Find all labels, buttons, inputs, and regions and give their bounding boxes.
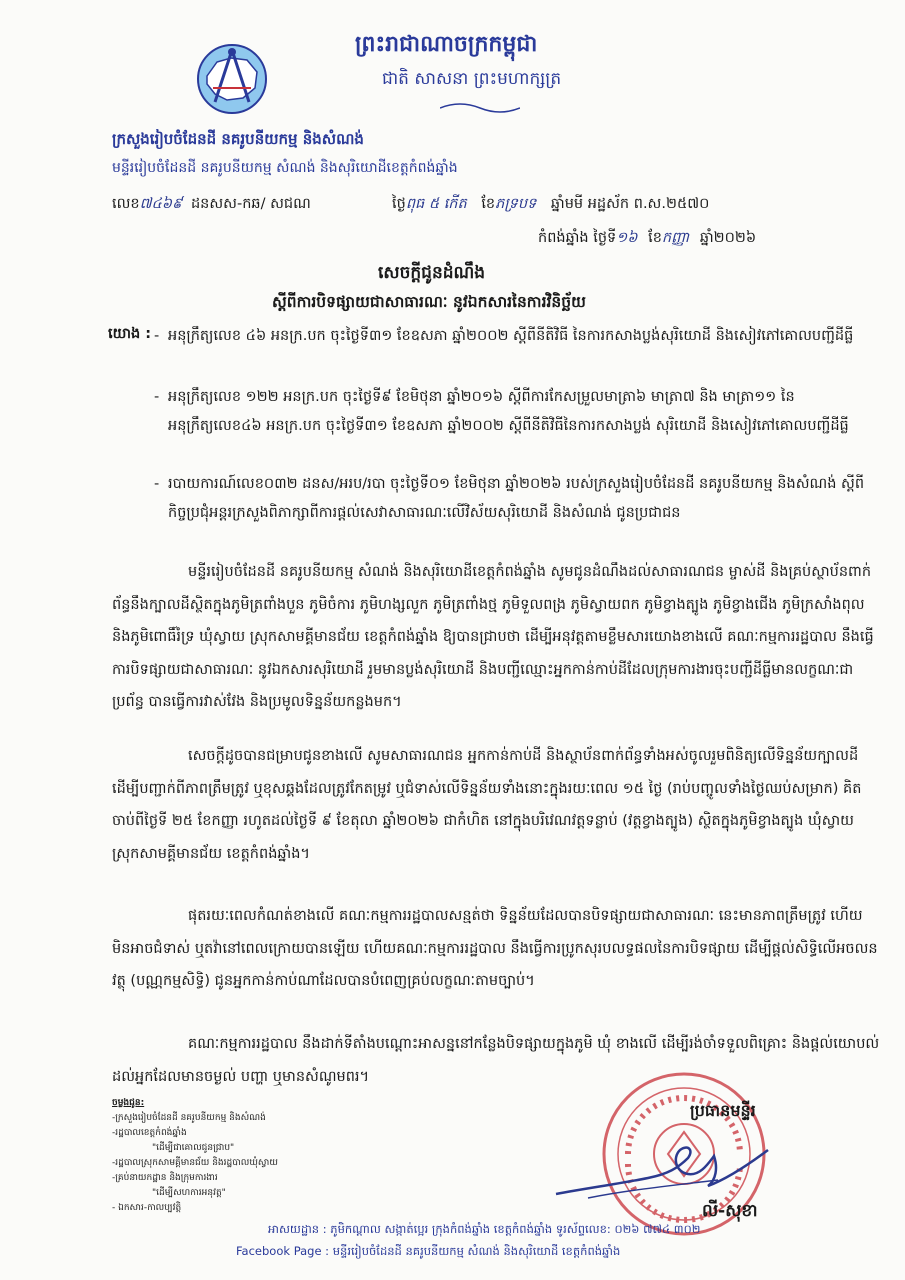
footer-facebook: Facebook Page : មន្ទីររៀបចំដែនដី នគរូបនីយកម្ម សំណង់ និងសុរិយោដី ខេត្តកំពង់ឆ្នាំង bbox=[236, 1244, 621, 1258]
date-month: កញ្ញា bbox=[661, 230, 690, 246]
paragraph-3: ផុតរយៈពេលកំណត់ខាងលើ គណៈកម្មការរដ្ឋបាលសន្មត់ថា ទិន្នន័យដែលបានបិទផ្សាយជាសាធារណៈ នេះមានភាពត្រឹមត្រូវ ហើយមិនអាចជំទាស់ ឬតវ៉ានៅពេលក្រោយបានឡើយ ហើយគណៈកម្មការរដ្ឋបាល នឹងធ្វើការប្រូកសុរបលទ្ធផលនៃការបិទផ្សាយ ដើម្បីផ្តល់សិទ្ធិលើអចលនវត្ថុ (បណ្ណកម្មសិទ្ធិ) ជូនអ្នកកាន់កាប់ណាដែលបានបំពេញគ្រប់លក្ខណៈតាមច្បាប់។ bbox=[112, 908, 878, 989]
reference-number: ៧៤៦៩ bbox=[139, 196, 183, 212]
document-subject: ស្តីពីការបិទផ្សាយជាសាធារណៈ នូវឯកសារនៃការវិនិច្ឆ័យ bbox=[272, 293, 586, 311]
basis-item-1: - អនុក្រឹត្យលេខ ៤៦ អនក្រ.បក ចុះថ្ងៃទី៣១ ខែឧសភា ឆ្នាំ២០០២ ស្តីពីនីតិវិធី នៃការកសាងប្លង់សុរិយោដី និងសៀវភៅគោលបញ្ជីដីធ្លី bbox=[154, 328, 854, 344]
lunar-year: ឆ្នាំមមី អដ្ឋស័ក ព.ស.២៥៧០ bbox=[550, 196, 710, 212]
paragraph-4: គណៈកម្មការរដ្ឋបាល នឹងដាក់ទីតាំងបណ្ដោះអាសន្ននៅកន្លែងបិទផ្សាយក្នុងភូមិ ឃុំ ខាងលើ ដើម្បីរង់ចាំទទួលពិគ្រោះ និងផ្តល់យោបល់ដល់អ្នកដែលមានចម្ងល់ បញ្ហា ឬមានសំណូមពរ។ bbox=[112, 1036, 880, 1085]
cc-item: "ដើម្បីជាគោលជូនជ្រាប" bbox=[152, 1143, 235, 1153]
ministry-name: ក្រសួងរៀបចំដែនដី នគរូបនីយកម្ម និងសំណង់ bbox=[112, 130, 364, 148]
cc-item: "ដើម្បីសហការអនុវត្ត" bbox=[152, 1188, 226, 1198]
cc-item: - ឯកសារ-កាលប្បវត្តិ bbox=[112, 1203, 182, 1213]
signature-title: ប្រធានមន្ទីរ bbox=[690, 1101, 756, 1120]
basis-item-2: - អនុក្រឹត្យលេខ ១២២ អនក្រ.បក ចុះថ្ងៃទី៩ ខែមិថុនា ឆ្នាំ២០១៦ ស្តីពីការកែសម្រួលមាត្រា៦ មាត្រា៧ និង មាត្រា១១ នៃអនុក្រឹត្យលេខ៤៦ អនក្រ.បក ចុះថ្ងៃទី៣១ ខែឧសភា ឆ្នាំ២០០២ ស្តីពីនីតិវិធីនៃការកសាងប្លង់ សុរិយោដី និងសៀវភៅគោលបញ្ជីដីធ្លី bbox=[154, 389, 849, 434]
handwritten-signature bbox=[548, 1128, 778, 1208]
date-year: ឆ្នាំ២០២៦ bbox=[699, 230, 757, 246]
date-month-prefix: ខែ bbox=[648, 230, 662, 246]
date-day: ១៦ bbox=[616, 230, 638, 246]
department-name: មន្ទីររៀបចំដែនដី នគរូបនីយកម្ម សំណង់ និងសុរិយោដីខេត្តកំពង់ឆ្នាំង bbox=[112, 160, 458, 176]
signatory-name: លី-សុខា bbox=[702, 1201, 758, 1221]
footer-address: អាសយដ្ឋាន : ភូមិកណ្តាល សង្កាត់ប្អេរ ក្រុងកំពង់ឆ្នាំង ខេត្តកំពង់ឆ្នាំង ទូរស័ព្ទលេខ: ០២៦ ៧៧៤ ៣០២ bbox=[268, 1222, 701, 1236]
reference-line bbox=[112, 188, 311, 220]
date-prefix: កំពង់ឆ្នាំង ថ្ងៃទី bbox=[538, 230, 617, 246]
lunar-date bbox=[392, 188, 709, 220]
lunar-prefix: ថ្ងៃ bbox=[392, 196, 406, 212]
basis-item-3: - របាយការណ៍លេខ០៣២ ដនស/អរប/របា ចុះថ្ងៃទី០១ ខែមិថុនា ឆ្នាំ២០២៦ របស់ក្រសួងរៀបចំដែនដី នគរូបនីយកម្ម និងសំណង់ ស្តីពីកិច្ចប្រជុំអន្តរក្រសួងពិភាក្សាពីការផ្តល់សេវាសាធារណៈលើវិស័យសុរិយោដី និងសំណង់ ជូនប្រជាជន bbox=[154, 476, 865, 521]
document-title: សេចក្តីជូនដំណឹង bbox=[378, 263, 486, 283]
cc-block bbox=[112, 1096, 278, 1216]
cc-heading: ចម្លងជូន: bbox=[112, 1098, 145, 1108]
national-motto: ជាតិ សាសនា ព្រះមហាក្សត្រ bbox=[382, 69, 562, 89]
cc-item: -គ្រប់នាយកដ្ឋាន និងក្រុមការងារ bbox=[112, 1173, 218, 1183]
cc-item: -រដ្ឋបាលស្រុកសាមគ្គីមានជ័យ និងរដ្ឋបាលឃុំស្វាយ bbox=[112, 1158, 278, 1168]
basis-label: យោង : bbox=[108, 326, 152, 342]
lunar-month-prefix: ខែ bbox=[481, 196, 496, 212]
paragraph-2: សេចក្តីដូចបានជម្រាបជូនខាងលើ សូមសាធារណជន អ្នកកាន់កាប់ដី និងស្ថាប័នពាក់ព័ន្ធទាំងអស់ចូលរួមពិនិត្យលើទិន្នន័យក្បាលដី ដើម្បីបញ្ជាក់ពីភាពត្រឹមត្រូវ ឬខុសឆ្គងដែលត្រូវកែតម្រូវ ឬជំទាស់លើទិន្នន័យទាំងនោះក្នុងរយៈពេល ១៥ ថ្ងៃ (រាប់បញ្ចូលទាំងថ្ងៃឈប់សម្រាក) គិតចាប់ពីថ្ងៃទី ២៥ ខែកញ្ញា រហូតដល់ថ្ងៃទី ៩ ខែតុលា ឆ្នាំ២០២៦ ជាកំហិត នៅក្នុងបរិវេណវត្តទន្លាប់ (វត្តខ្វាងត្បូង) ស្ថិតក្នុងភូមិខ្វាងត្បូង ឃុំស្វាយ ស្រុកសាមគ្គីមានជ័យ ខេត្តកំពង់ឆ្នាំង។ bbox=[112, 748, 862, 862]
solar-date bbox=[538, 222, 756, 254]
cc-item: -រដ្ឋបាលខេត្តកំពង់ឆ្នាំង bbox=[112, 1128, 187, 1138]
lunar-day: ពុធ ៥ កើត bbox=[405, 196, 467, 212]
paragraph-1: មន្ទីររៀបចំដែនដី នគរូបនីយកម្ម សំណង់ និងសុរិយោដីខេត្តកំពង់ឆ្នាំង សូមជូនដំណឹងដល់សាធារណជន ម្ចាស់ដី និងគ្រប់ស្ថាប័នពាក់ព័ន្ធនឹងក្បាលដីស្ថិតក្នុងភូមិត្រពាំងបួន ភូមិចំការ ភូមិហង្សលួក ភូមិត្រពាំងថ្ម ភូមិទួលពង្រ ភូមិស្វាយពក ភូមិខ្វាងត្បូង ភូមិខ្វាងជើង ភូមិក្រសាំងពុល និងភូមិពោធិ៍រំទ្រ ឃុំស្វាយ ស្រុកសាមគ្គីមានជ័យ ខេត្តកំពង់ឆ្នាំង ឱ្យបានជ្រាបថា ដើម្បីអនុវត្តតាមខ្លឹមសារយោងខាងលើ គណៈកម្មការរដ្ឋបាល នឹងធ្វើការបិទផ្សាយជាសាធារណៈ នូវឯកសារសុរិយោដី រួមមានប្លង់សុរិយោដី និងបញ្ជីឈ្មោះអ្នកកាន់កាប់ដីដែលក្រុមការងារចុះបញ្ជីដីធ្លីមានលក្ខណៈជាប្រព័ន្ធ បានធ្វើការវាស់វែង និងប្រមូលទិន្នន័យកន្លងមក។ bbox=[112, 564, 874, 710]
motto-ornament bbox=[440, 100, 520, 116]
ministry-logo bbox=[193, 40, 271, 118]
cc-item: -ក្រសួងរៀបចំដែនដី នគរូបនីយកម្ម និងសំណង់ bbox=[112, 1113, 266, 1123]
reference-code: ដនសស-កឆ/ សជណ bbox=[190, 196, 311, 212]
kingdom-title: ព្រះរាជាណាចក្រកម្ពុជា bbox=[355, 31, 538, 57]
lunar-month: ភទ្របទ bbox=[495, 196, 537, 212]
reference-prefix: លេខ bbox=[112, 196, 140, 212]
